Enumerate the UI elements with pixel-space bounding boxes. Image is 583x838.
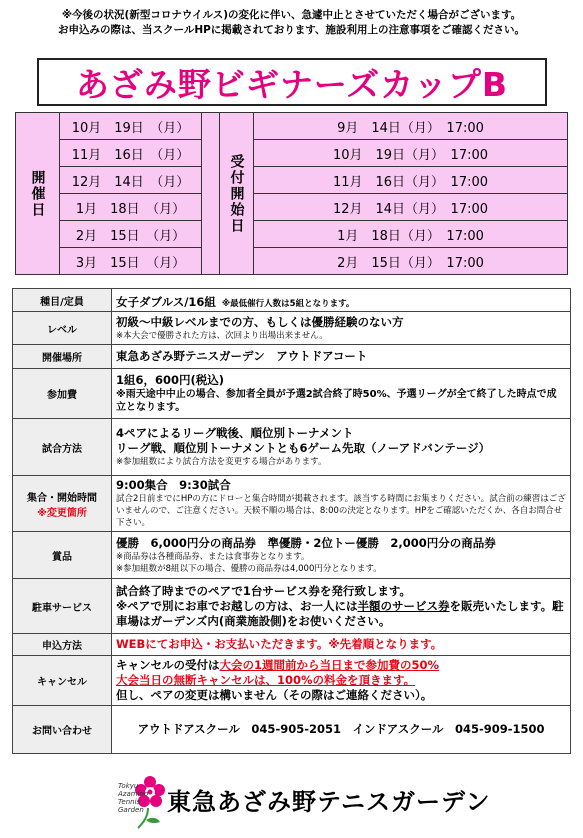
page-title: あざみ野ビギナーズカップB xyxy=(75,64,509,104)
event-date-1: 10月 19日 （月） xyxy=(60,113,201,140)
row-fee xyxy=(13,369,571,419)
row-type xyxy=(13,289,571,312)
receive-date-list xyxy=(254,113,567,274)
fee-value: 1組6，600円(税込) xyxy=(116,373,225,387)
schedule-table xyxy=(15,112,568,275)
label-time-note: ※変更箇所 xyxy=(37,507,87,519)
label-parking: 駐車サービス xyxy=(13,579,112,634)
cancel-line-3: 但し、ペアの変更は構いません（その際はご連絡ください）。 xyxy=(116,688,433,702)
receive-date-header: 受付開始日 xyxy=(219,113,254,274)
cancel-fee-window: 大会の1週間前から当日まで参加費の50% xyxy=(219,658,440,672)
label-apply: 申込方法 xyxy=(13,634,112,656)
row-format xyxy=(13,419,571,476)
event-date-6: 3月 15日 （月） xyxy=(75,255,186,271)
time-note: 試合2日前までにHPの方にドローと集合時間が掲載されます。該当する時間にお集まりください。試合前の練習はございませんので、ご注意ください。天候不順の場合は、8:00の決定となります。HPをご確認いただくか、各自お問合せ下さい。 xyxy=(116,494,566,528)
venue-value: 東急あざみ野テニスガーデン アウトドアコート xyxy=(116,349,368,363)
event-date-5: 2月 15日 （月） xyxy=(60,221,201,248)
time-value: 9:00集合 9:30試合 xyxy=(116,478,231,492)
label-type: 種目/定員 xyxy=(13,289,112,312)
format-line-2: リーグ戦、順位別トーナメントとも6ゲーム先取（ノーアドバンテージ） xyxy=(116,441,491,455)
parking-line-1: 試合終了時までのペアで1台サービス券を発行致します。 xyxy=(116,583,411,598)
format-line-1: 4ペアによるリーグ戦後、順位別トーナメント xyxy=(116,426,354,440)
type-note: ※最低催行人数は5組となります。 xyxy=(221,298,355,309)
notice-line-1: ※今後の状況(新型コロナウイルス)の変化に伴い、急遽中止とさせていただく場合がございます。 xyxy=(61,9,522,21)
parking-line-2: ※ペアで別にお車でお越しの方は、お一人には半額のサービス券を販売いたします。駐車場はガーデンズ内(商業施設側)をお使いください。 xyxy=(116,598,564,628)
row-prize xyxy=(13,532,571,579)
row-contact xyxy=(13,706,571,754)
level-note: ※本大会で優勝された方は、次回より出場出来ません。 xyxy=(116,330,328,341)
label-level: レベル xyxy=(13,312,112,345)
label-prize: 賞品 xyxy=(13,532,112,579)
level-value: 初級～中級レベルまでの方、もしくは優勝経験のない方 xyxy=(116,314,404,329)
row-parking xyxy=(13,579,571,634)
row-apply xyxy=(13,634,571,656)
receive-date-2: 10月 19日（月） 17:00 xyxy=(254,140,567,167)
notice-line-2: お申込みの際は、当スクールHPに掲載されております、施設利用上の注意事項をご確認ください。 xyxy=(58,24,525,36)
format-note: ※参加組数により試合方法を変更する場合があります。 xyxy=(116,457,327,467)
receive-date-3: 11月 16日（月） 17:00 xyxy=(254,167,567,194)
brand-name: 東急あざみ野テニスガーデン xyxy=(167,788,491,816)
type-value: 女子ダブルス/16組 xyxy=(116,294,216,309)
open-date-header: 開催日 xyxy=(16,113,60,274)
prize-note-2: ※参加組数が8組以下の場合、優勝の商品券は4,000円分となります。 xyxy=(116,563,382,574)
logo-text: Tokyu Azamino Tennis Garden xyxy=(118,782,149,814)
cancel-line-2: 大会当日の無断キャンセルは、100%の料金を頂きます。 xyxy=(116,673,416,687)
label-time: 集合・開始時間 xyxy=(27,492,97,504)
label-contact: お問い合わせ xyxy=(13,706,112,754)
event-date-2: 11月 16日 （月） xyxy=(60,140,201,167)
schedule-gap xyxy=(201,113,219,274)
event-date-4: 1月 18日 （月） xyxy=(60,194,201,221)
info-table xyxy=(12,288,571,754)
event-date-list xyxy=(60,113,201,274)
label-fee: 参加費 xyxy=(13,369,112,419)
receive-date-5: 1月 18日（月） 17:00 xyxy=(254,221,567,248)
contact-value: アウトドアスクール 045-905-2051 インドアスクール 045-909-1500 xyxy=(137,722,545,736)
prize-value: 優勝 6,000円分の商品券 準優勝・2位トー優勝 2,000円分の商品券 xyxy=(116,535,496,550)
label-format: 試合方法 xyxy=(13,419,112,476)
row-level xyxy=(13,312,571,345)
title-banner xyxy=(37,58,547,106)
row-time xyxy=(13,476,571,532)
event-date-3: 12月 14日 （月） xyxy=(60,167,201,194)
label-venue: 開催場所 xyxy=(13,345,112,369)
receive-date-1: 9月 14日（月） 17:00 xyxy=(254,113,567,140)
label-cancel: キャンセル xyxy=(13,656,112,706)
row-venue xyxy=(13,345,571,369)
receive-date-6: 2月 15日（月） 17:00 xyxy=(337,255,484,271)
parking-discount: 半額のサービス券 xyxy=(357,598,450,613)
fee-note: ※雨天途中中止の場合、参加者全員が予選2試合終了時50%、予選リーグが全て終了した時点で成立となります。 xyxy=(116,389,557,413)
cancel-line-1: キャンセルの受付は大会の1週間前から当日まで参加費の50% xyxy=(116,658,440,672)
receive-date-4: 12月 14日（月） 17:00 xyxy=(254,194,567,221)
row-cancel xyxy=(13,656,571,706)
apply-value: WEBにてお申込・お支払いただきます。※先着順となります。 xyxy=(116,637,443,651)
prize-note-1: ※商品券は各種商品券、または食事券となります。 xyxy=(116,551,310,562)
notice xyxy=(10,8,573,38)
